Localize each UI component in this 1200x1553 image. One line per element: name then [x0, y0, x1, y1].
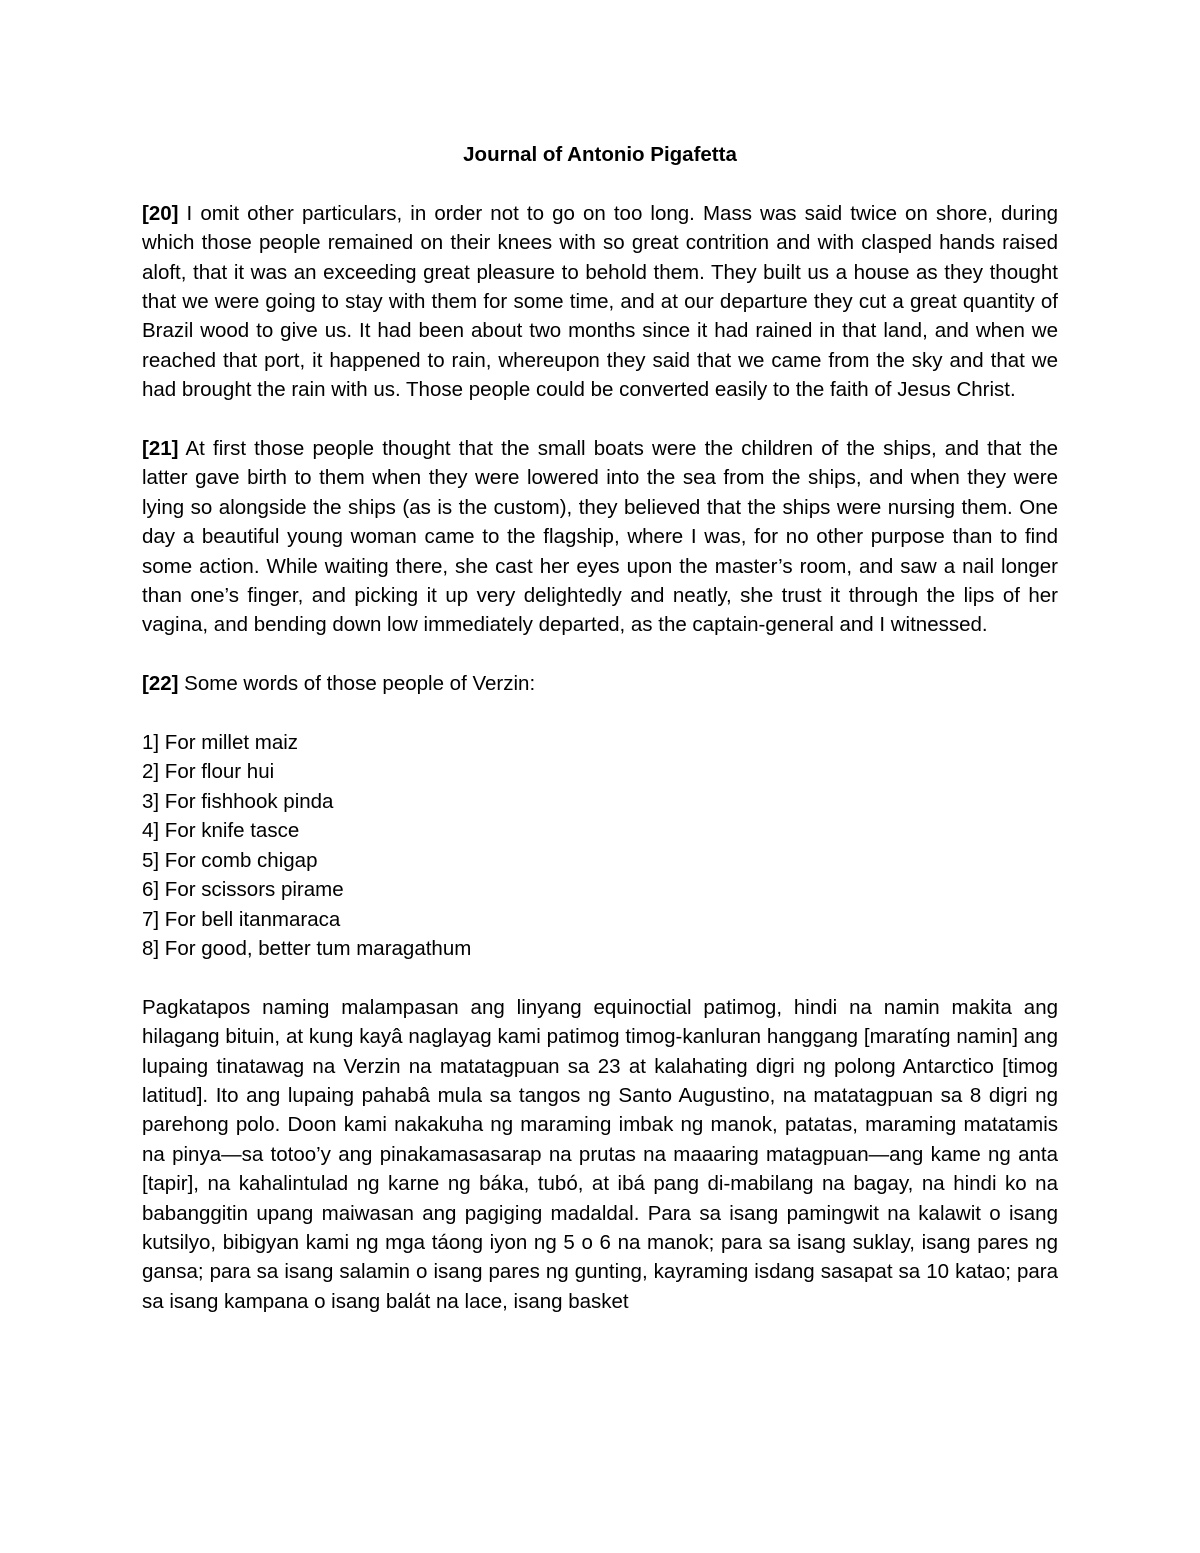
paragraph-21	[142, 434, 1058, 640]
document-page	[142, 140, 1058, 1316]
paragraph-number: [21]	[142, 437, 179, 461]
paragraph-number: [22]	[142, 672, 179, 696]
paragraph-number: [20]	[142, 201, 179, 225]
paragraph-text: Some words of those people of Verzin:	[178, 672, 536, 696]
paragraph-22	[142, 669, 1058, 698]
list-item: 1] For millet maiz	[142, 731, 299, 755]
document-title: Journal of Antonio Pigafetta	[463, 143, 737, 166]
list-item: 6] For scissors pirame	[142, 878, 344, 902]
list-item: 7] For bell itanmaraca	[142, 907, 341, 931]
list-item: 5] For comb chigap	[142, 848, 318, 872]
list-item: 4] For knife tasce	[142, 819, 300, 843]
list-item: 8] For good, better tum maragathum	[142, 936, 472, 960]
list-item: 2] For flour hui	[142, 760, 275, 784]
word-list	[142, 728, 1058, 963]
paragraph-20	[142, 199, 1058, 405]
tagalog-paragraph: Pagkatapos naming malampasan ang linyang equinoctial patimog, hindi na namin makita ang hilagang bituin, at kung kayâ naglayag kami patimog timog-kanluran hanggang [maratíng namin] ang lupaing tinatawag na Verzin na matatagpuan sa 23 at kalahating digri ng polong Antarctico [timog latitud]. Ito ang lupaing pahabâ mula sa tangos ng Santo Augustino, na matatagpuan sa 8 digri ng parehong polo. Doon kami nakakuha ng maraming imbak ng manok, patatas, maraming matatamis na pinya—sa totoo’y ang pinakamasasarap na prutas na maaaring matagpuan—ang kame ng anta [tapir], na kahalintulad ng karne ng báka, tubó, at ibá pang di-mabilang na bagay, na hindi ko na babanggitin upang maiwasan ang pagiging madaldal. Para sa isang pamingwit na kalawit o isang kutsilyo, bibigyan kami ng mga táong iyon ng 5 o 6 na manok; para sa isang suklay, isang pares ng gansa; para sa isang salamin o isang pares ng gunting, kayraming isdang sasapat sa 10 katao; para sa isang kampana o isang balát na lace, isang basket	[142, 995, 1058, 1313]
list-item: 3] For fishhook pinda	[142, 789, 334, 813]
paragraph-text: At first those people thought that the small boats were the children of the ships, and that the latter gave birth to them when they were lowered into the sea from the ships, and when they were lying so alongside the ships (as is the custom), they believed that the ships were nursing them. One day a beautiful young woman came to the flagship, where I was, for no other purpose than to find some action. While waiting there, she cast her eyes upon the master’s room, and saw a nail longer than one’s finger, and picking it up very delightedly and neatly, she trust it through the lips of her vagina, and bending down low immediately departed, as the captain-general and I witnessed.	[142, 437, 1058, 637]
paragraph-text: I omit other particulars, in order not to go on too long. Mass was said twice on shore, during which those people remained on their knees with so great contrition and with clasped hands raised aloft, that it was an exceeding great pleasure to behold them. They built us a house as they thought that we were going to stay with them for some time, and at our departure they cut a great quantity of Brazil wood to give us. It had been about two months since it had rained in that land, and when we reached that port, it happened to rain, whereupon they said that we came from the sky and that we had brought the rain with us. Those people could be converted easily to the faith of Jesus Christ.	[142, 201, 1058, 402]
